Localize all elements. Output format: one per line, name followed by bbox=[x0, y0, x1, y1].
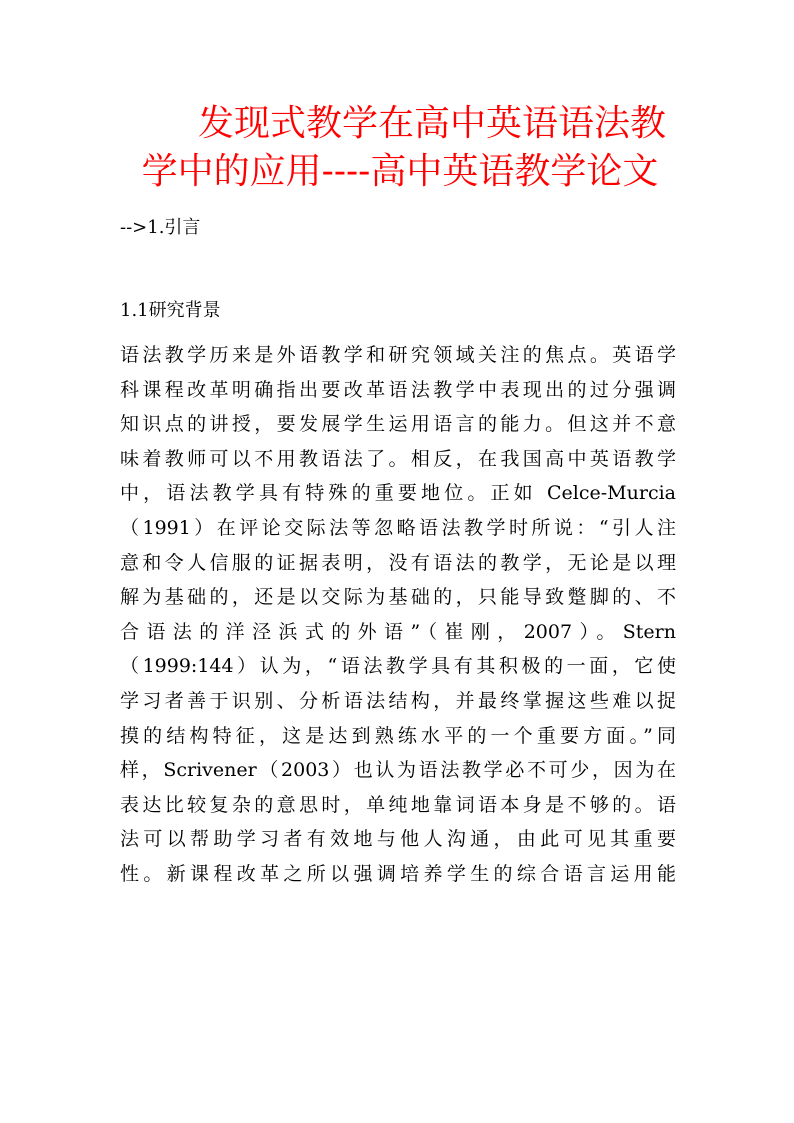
section-heading: 1.1研究背景 bbox=[120, 300, 221, 321]
section-navigation: -->1.引言 bbox=[120, 217, 201, 238]
body-line: （1991）在评论交际法等忽略语法教学时所说：“引人注 bbox=[120, 516, 676, 539]
body-line: （1999:144）认为，“语法教学具有其积极的一面，它使 bbox=[120, 655, 676, 678]
body-line: 意和令人信服的证据表明，没有语法的教学，无论是以理 bbox=[120, 551, 676, 574]
body-line: 合语法的洋泾浜式的外语”（崔刚，2007）。Stern bbox=[120, 620, 676, 643]
body-line: 味着教师可以不用教语法了。相反，在我国高中英语教学 bbox=[120, 447, 676, 470]
body-line: 性。新课程改革之所以强调培养学生的综合语言运用能 bbox=[120, 862, 676, 885]
body-paragraph bbox=[120, 338, 676, 892]
body-line: 摸的结构特征，这是达到熟练水平的一个重要方面。”同 bbox=[120, 724, 676, 747]
body-line: 样，Scrivener（2003）也认为语法教学必不可少，因为在 bbox=[120, 759, 676, 782]
body-line: 解为基础的，还是以交际为基础的，只能导致蹩脚的、不 bbox=[120, 586, 676, 609]
document-title bbox=[100, 100, 700, 196]
title-line: 学中的应用----高中英语教学论文 bbox=[141, 151, 659, 192]
body-line: 科课程改革明确指出要改革语法教学中表现出的过分强调 bbox=[120, 378, 676, 401]
body-line: 中，语法教学具有特殊的重要地位。正如 Celce-Murcia bbox=[120, 482, 676, 505]
body-line: 表达比较复杂的意思时，单纯地靠词语本身是不够的。语 bbox=[120, 793, 676, 816]
body-line: 法可以帮助学习者有效地与他人沟通，由此可见其重要 bbox=[120, 828, 676, 851]
body-line: 语法教学历来是外语教学和研究领域关注的焦点。英语学 bbox=[120, 344, 676, 366]
body-line: 学习者善于识别、分析语法结构，并最终掌握这些难以捉 bbox=[120, 689, 676, 712]
title-line: 发现式教学在高中英语语法教 bbox=[197, 103, 666, 144]
body-line: 知识点的讲授，要发展学生运用语言的能力。但这并不意 bbox=[120, 413, 676, 436]
